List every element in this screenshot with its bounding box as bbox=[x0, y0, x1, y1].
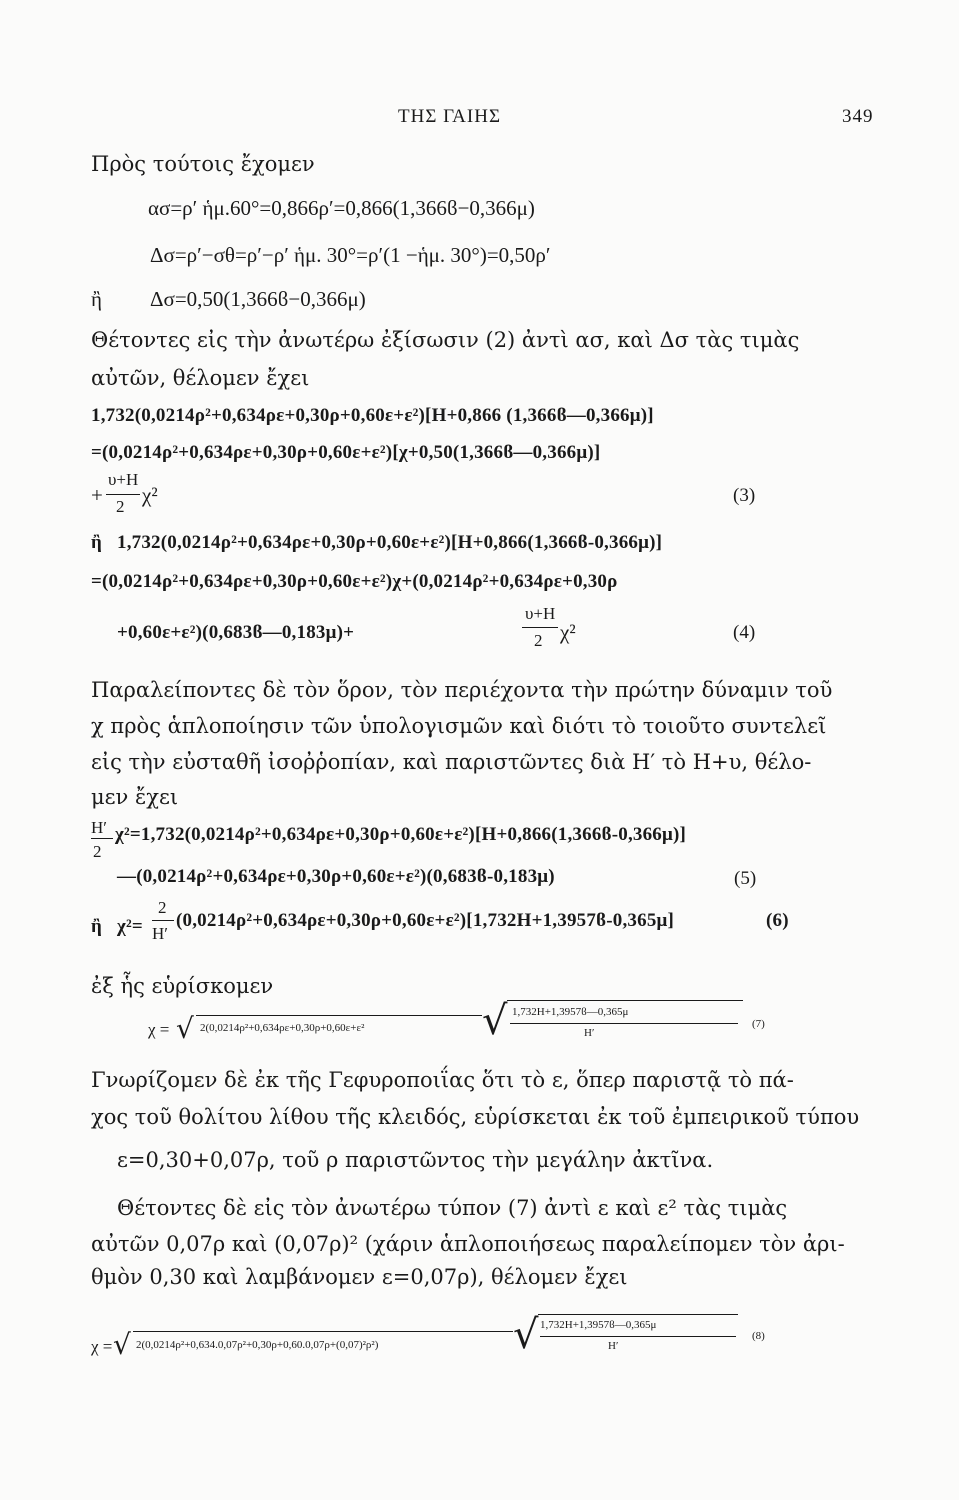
text-line: Θέτοντες εἰς τὴν ἀνωτέρω ἐξίσωσιν (2) ἀντὶ ασ, καὶ Δσ τὰς τιμὰς bbox=[91, 328, 800, 352]
text-line: χ πρὸς ἁπλοποίησιν τῶν ὑπολογισμῶν καὶ διότι τὸ τοιοῦτο συντελεῖ bbox=[91, 714, 827, 738]
fraction-numerator: 2 bbox=[158, 898, 167, 917]
text-line: ε=0,30+0,07ρ, τοῦ ρ παριστῶντος τὴν μεγάλην ἀκτῖνα. bbox=[117, 1148, 714, 1172]
equation-tag: (7) bbox=[752, 1018, 765, 1030]
radical-sign: √ bbox=[482, 998, 508, 1044]
text-line: Γνωρίζομεν δὲ ἐκ τῆς Γεφυροποιΐας ὅτι τὸ ε, ὅπερ παριστᾷ τὸ πά- bbox=[91, 1068, 794, 1092]
equation-line: Δσ=ρ′−σθ=ρ′−ρ′ ἡμ. 30°=ρ′(1 −ἡμ. 30°)=0,50ρ′ bbox=[150, 243, 551, 267]
text-line: εἰς τὴν εὐσταθῆ ἰσοῤῥοπίαν, καὶ παριστῶντες διὰ H′ τὸ H+υ, θέλο- bbox=[91, 750, 812, 774]
equation-tag: (4) bbox=[733, 622, 756, 643]
equation-term: χ² bbox=[560, 620, 576, 644]
fraction-bar bbox=[510, 1023, 738, 1024]
fraction-bar bbox=[91, 838, 113, 839]
text-line: χος τοῦ θολίτου λίθου τῆς κλειδός, εὑρίσκεται ἐκ τοῦ ἐμπειρικοῦ τύπου bbox=[91, 1105, 860, 1129]
equation-line: ασ=ρ′ ἡμ.60°=0,866ρ′=0,866(1,366ϐ−0,366μ) bbox=[148, 196, 535, 220]
or-marker: ἢ bbox=[91, 916, 102, 937]
text-line: αὐτῶν 0,07ρ καὶ (0,07ρ)² (χάριν ἁπλοποιήσεως παραλείπομεν τὸν ἀρι- bbox=[91, 1232, 845, 1256]
fraction-denominator: H′ bbox=[152, 924, 168, 943]
fraction-bar bbox=[106, 494, 140, 495]
radical-bar bbox=[507, 1000, 743, 1001]
equation-line: 1,732(0,0214ρ²+0,634ρε+0,30ρ+0,60ε+ε²)[H+0,866(1,366ϐ-0,366μ)] bbox=[117, 532, 663, 553]
equation-term: χ = bbox=[91, 1337, 113, 1356]
fraction-numerator: υ+Η bbox=[525, 604, 556, 623]
radical-sign: √ bbox=[176, 1012, 194, 1045]
or-marker: ἢ bbox=[91, 287, 102, 311]
text-line: Πρὸς τούτοις ἔχομεν bbox=[91, 152, 315, 176]
fraction-numerator: 1,732H+1,3957ϐ—0,365μ bbox=[540, 1319, 657, 1331]
equation-line: Δσ=0,50(1,366ϐ−0,366μ) bbox=[150, 287, 366, 311]
equation-line: +0,60ε+ε²)(0,683ϐ—0,183μ)+ bbox=[117, 622, 355, 643]
fraction-numerator: 1,732H+1,3957ϐ—0,365μ bbox=[512, 1006, 629, 1018]
equation-line: —(0,0214ρ²+0,634ρε+0,30ρ+0,60ε+ε²)(0,683ϐ-0,183μ) bbox=[117, 866, 555, 887]
equation-line: =(0,0214ρ²+0,634ρε+0,30ρ+0,60ε+ε²)[χ+0,50(1,366ϐ—0,366μ)] bbox=[91, 442, 601, 463]
radicand: 2(0,0214ρ²+0,634.0,07ρ²+0,30ρ+0,60.0,07ρ+(0,07)²ρ²) bbox=[136, 1339, 379, 1351]
equation-tag: (3) bbox=[733, 485, 756, 506]
fraction-numerator: υ+Η bbox=[108, 470, 139, 489]
radical-sign: √ bbox=[513, 1312, 539, 1358]
radicand: 2(0,0214ρ²+0,634ρε+0,30ρ+0,60ε+ε² bbox=[200, 1022, 365, 1034]
fraction-denominator: 2 bbox=[93, 842, 102, 861]
fraction-bar bbox=[540, 1336, 736, 1337]
fraction-bar bbox=[522, 627, 558, 628]
fraction-denominator: 2 bbox=[534, 631, 543, 650]
equation-line: χ²=1,732(0,0214ρ²+0,634ρε+0,30ρ+0,60ε+ε²)[H+0,866(1,366ϐ-0,366μ)] bbox=[115, 824, 687, 845]
radical-bar bbox=[133, 1331, 513, 1332]
text-line: Θέτοντες δὲ εἰς τὸν ἀνωτέρω τύπον (7) ἀντὶ ε καὶ ε² τὰς τιμὰς bbox=[117, 1196, 788, 1220]
text-line: μεν ἔχει bbox=[91, 785, 179, 809]
radical-bar bbox=[538, 1314, 738, 1315]
text-line: Παραλείποντες δὲ τὸν ὅρον, τὸν περιέχοντα τὴν πρώτην δύναμιν τοῦ bbox=[91, 678, 833, 702]
radical-sign: √ bbox=[113, 1328, 131, 1361]
or-marker: ἢ bbox=[91, 532, 102, 553]
equation-tag: (8) bbox=[752, 1330, 765, 1342]
text-line: θμὸν 0,30 καὶ λαμβάνομεν ε=0,07ρ), θέλομεν ἔχει bbox=[91, 1265, 628, 1289]
equation-line: =(0,0214ρ²+0,634ρε+0,30ρ+0,60ε+ε²)χ+(0,0214ρ²+0,634ρε+0,30ρ bbox=[91, 571, 618, 592]
plus-sign: + bbox=[91, 483, 103, 507]
radical-bar bbox=[196, 1015, 482, 1016]
page-number: 349 bbox=[842, 106, 874, 127]
fraction-denominator: H′ bbox=[584, 1027, 595, 1039]
equation-line: 1,732(0,0214ρ²+0,634ρε+0,30ρ+0,60ε+ε²)[H+0,866 (1,366ϐ—0,366μ)] bbox=[91, 405, 654, 426]
equation-line: (0,0214ρ²+0,634ρε+0,30ρ+0,60ε+ε²)[1,732H+1,3957ϐ-0,365μ] bbox=[176, 910, 675, 931]
running-title: ΤΗΣ ΓΑΙΗΣ bbox=[398, 106, 502, 127]
equation-term: χ² bbox=[142, 483, 158, 507]
fraction-bar bbox=[152, 920, 174, 921]
text-line: ἐξ ἧς εὑρίσκομεν bbox=[91, 974, 274, 998]
equation-term: χ = bbox=[148, 1020, 170, 1039]
equation-term: χ²= bbox=[117, 916, 143, 937]
equation-tag: (6) bbox=[766, 910, 789, 931]
equation-tag: (5) bbox=[734, 868, 757, 889]
text-line: αὐτῶν, θέλομεν ἔχει bbox=[91, 366, 310, 390]
fraction-numerator: H′ bbox=[91, 818, 107, 837]
fraction-denominator: 2 bbox=[116, 497, 125, 516]
fraction-denominator: H′ bbox=[608, 1340, 619, 1352]
